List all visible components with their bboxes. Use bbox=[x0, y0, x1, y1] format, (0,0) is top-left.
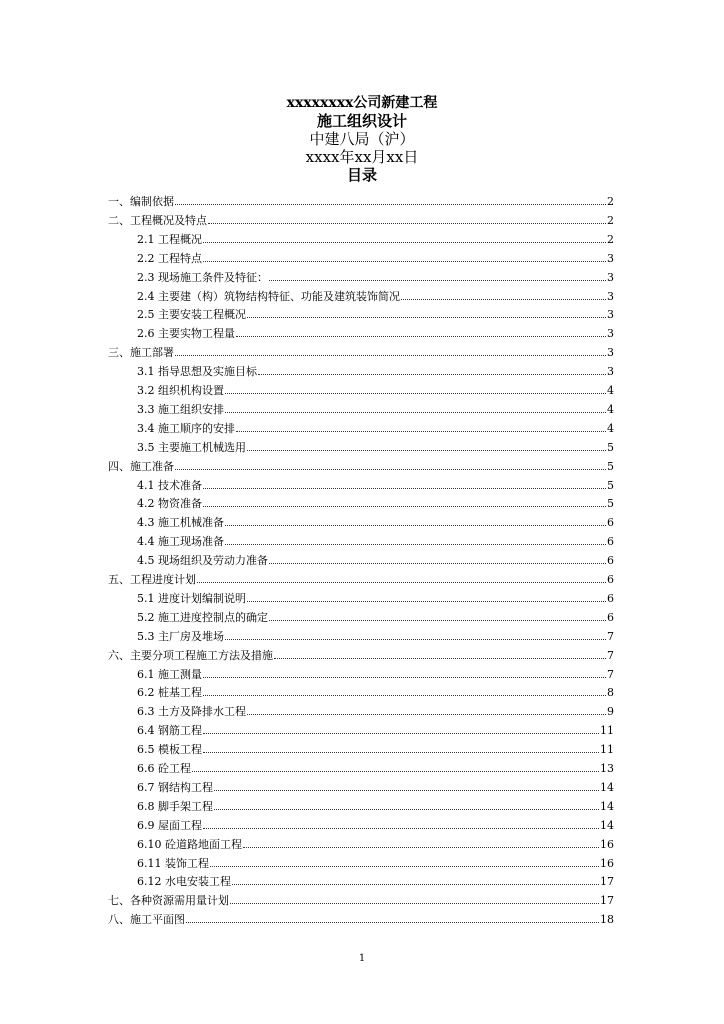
toc-entry-label: 2.2 工程特点 bbox=[137, 251, 202, 265]
toc-entry[interactable] bbox=[137, 852, 614, 870]
toc-dot-leader bbox=[203, 827, 599, 829]
toc-entry-label: 八、施工平面图 bbox=[108, 913, 185, 927]
toc-entry[interactable] bbox=[137, 266, 614, 284]
toc-entry[interactable] bbox=[137, 530, 614, 548]
toc-entry-page: 17 bbox=[600, 875, 614, 889]
toc-entry-page: 3 bbox=[607, 327, 614, 341]
toc-entry-label: 3.3 施工组织安排 bbox=[137, 402, 224, 416]
toc-entry[interactable] bbox=[137, 700, 614, 718]
toc-entry-label: 6.12 水电安装工程 bbox=[137, 875, 231, 889]
toc-entry-page: 5 bbox=[607, 478, 614, 492]
toc-entry-label: 6.1 施工测量 bbox=[137, 667, 202, 681]
toc-dot-leader bbox=[401, 298, 606, 300]
toc-entry-page: 6 bbox=[607, 535, 614, 549]
toc-entry-label: 6.10 砼道路地面工程 bbox=[137, 837, 242, 851]
toc-entry-label: 3.4 施工顺序的安排 bbox=[137, 421, 235, 435]
toc-dot-leader bbox=[230, 902, 599, 904]
toc-entry[interactable] bbox=[137, 549, 614, 567]
toc-entry-page: 6 bbox=[607, 573, 614, 586]
toc-heading: 目录 bbox=[346, 165, 377, 184]
toc-entry-label: 4.2 物资准备 bbox=[137, 497, 202, 511]
toc-entry[interactable] bbox=[137, 587, 614, 605]
toc-entry[interactable] bbox=[137, 663, 614, 681]
toc-entry-page: 14 bbox=[600, 799, 614, 813]
toc-entry-label: 5.2 施工进度控制点的确定 bbox=[137, 610, 268, 624]
toc-entry-label: 2.1 工程概况 bbox=[137, 232, 202, 246]
toc-entry-page: 2 bbox=[607, 195, 614, 208]
toc-entry[interactable] bbox=[137, 322, 614, 340]
toc-dot-leader bbox=[203, 241, 606, 243]
toc-entry-page: 14 bbox=[600, 818, 614, 832]
toc-entry[interactable] bbox=[137, 757, 614, 775]
toc-dot-leader bbox=[208, 222, 606, 224]
toc-entry-page: 2 bbox=[607, 232, 614, 246]
toc-dot-leader bbox=[225, 411, 606, 413]
toc-entry[interactable] bbox=[108, 568, 614, 586]
toc-entry-page: 2 bbox=[607, 213, 614, 227]
toc-entry-label: 6.2 桩基工程 bbox=[137, 686, 202, 700]
toc-entry[interactable] bbox=[137, 474, 614, 492]
toc-dot-leader bbox=[214, 789, 599, 791]
toc-dot-leader bbox=[258, 373, 606, 375]
toc-entry-page: 11 bbox=[600, 724, 614, 738]
toc-dot-leader bbox=[197, 581, 606, 583]
page-number: 1 bbox=[358, 953, 366, 964]
toc-entry[interactable] bbox=[137, 814, 614, 832]
toc-entry[interactable] bbox=[108, 455, 614, 473]
toc-entry-label: 2.6 主要实物工程量 bbox=[137, 327, 235, 341]
toc-entry-page: 7 bbox=[607, 648, 614, 662]
toc-entry-label: 3.1 指导思想及实施目标 bbox=[137, 365, 257, 379]
toc-entry[interactable] bbox=[108, 889, 614, 907]
toc-dot-leader bbox=[247, 713, 606, 715]
toc-dot-leader bbox=[236, 430, 606, 432]
toc-dot-leader bbox=[274, 657, 606, 659]
toc-entry-label: 一、编制依据 bbox=[108, 195, 174, 208]
toc-entry[interactable] bbox=[137, 436, 614, 454]
toc-entry-page: 3 bbox=[607, 308, 614, 322]
document-date: xxxx年xx月xx日 bbox=[305, 147, 419, 166]
toc-entry-page: 16 bbox=[600, 856, 614, 870]
toc-entry[interactable] bbox=[108, 341, 614, 359]
toc-dot-leader bbox=[175, 354, 606, 356]
toc-entry-page: 3 bbox=[607, 270, 614, 284]
toc-entry[interactable] bbox=[137, 228, 614, 246]
toc-entry-label: 6.5 模板工程 bbox=[137, 743, 202, 757]
toc-dot-leader bbox=[232, 883, 599, 885]
toc-entry-page: 5 bbox=[607, 440, 614, 454]
toc-entry-label: 2.3 现场施工条件及特征： bbox=[137, 270, 268, 284]
toc-entry-label: 3.5 主要施工机械选用 bbox=[137, 440, 246, 454]
toc-entry-page: 6 bbox=[607, 516, 614, 530]
toc-entry-label: 三、施工部署 bbox=[108, 346, 174, 360]
toc-dot-leader bbox=[203, 732, 599, 734]
toc-dot-leader bbox=[247, 449, 606, 451]
toc-dot-leader bbox=[225, 392, 606, 394]
toc-dot-leader bbox=[269, 279, 606, 281]
toc-entry-label: 5.1 进度计划编制说明 bbox=[137, 591, 246, 605]
toc-entry-label: 4.1 技术准备 bbox=[137, 478, 202, 492]
toc-entry-label: 4.3 施工机械准备 bbox=[137, 516, 224, 530]
toc-dot-leader bbox=[210, 865, 599, 867]
toc-entry-label: 6.8 脚手架工程 bbox=[137, 799, 213, 813]
toc-entry[interactable] bbox=[137, 247, 614, 265]
toc-entry[interactable] bbox=[137, 833, 614, 851]
toc-entry-page: 5 bbox=[607, 459, 614, 473]
toc-entry[interactable] bbox=[137, 606, 614, 624]
toc-entry[interactable] bbox=[137, 398, 614, 416]
toc-dot-leader bbox=[247, 600, 606, 602]
toc-entry-label: 6.4 钢筋工程 bbox=[137, 724, 202, 738]
toc-entry-page: 5 bbox=[607, 497, 614, 511]
toc-entry-page: 18 bbox=[600, 913, 614, 927]
toc-entry-page: 9 bbox=[607, 705, 614, 719]
toc-entry-page: 13 bbox=[600, 762, 614, 775]
document-header bbox=[0, 95, 724, 184]
toc-dot-leader bbox=[192, 770, 599, 772]
toc-entry-label: 4.5 现场组织及劳动力准备 bbox=[137, 554, 268, 568]
toc-dot-leader bbox=[203, 260, 606, 262]
toc-entry-label: 6.6 砼工程 bbox=[137, 762, 191, 775]
toc-entry-label: 4.4 施工现场准备 bbox=[137, 535, 224, 549]
toc-dot-leader bbox=[175, 203, 606, 205]
toc-entry[interactable] bbox=[137, 511, 614, 529]
toc-entry-label: 2.5 主要安装工程概况 bbox=[137, 308, 246, 322]
toc-dot-leader bbox=[175, 468, 606, 470]
toc-entry[interactable] bbox=[137, 625, 614, 643]
toc-entry[interactable] bbox=[137, 776, 614, 794]
toc-entry-label: 6.9 屋面工程 bbox=[137, 818, 202, 832]
toc-dot-leader bbox=[203, 487, 606, 489]
toc-entry[interactable] bbox=[137, 417, 614, 435]
toc-entry-page: 7 bbox=[607, 629, 614, 643]
toc-entry[interactable] bbox=[137, 379, 614, 397]
toc-entry[interactable] bbox=[137, 285, 614, 303]
toc-dot-leader bbox=[269, 562, 606, 564]
toc-entry[interactable] bbox=[108, 190, 614, 208]
toc-dot-leader bbox=[225, 524, 606, 526]
toc-entry[interactable] bbox=[137, 360, 614, 378]
toc-entry[interactable] bbox=[137, 738, 614, 756]
toc-entry-label: 七、各种资源需用量计划 bbox=[108, 894, 229, 908]
toc-entry-page: 6 bbox=[607, 610, 614, 624]
toc-entry[interactable] bbox=[137, 681, 614, 699]
toc-entry[interactable] bbox=[137, 795, 614, 813]
toc-entry-label: 二、工程概况及特点 bbox=[108, 213, 207, 227]
toc-dot-leader bbox=[225, 543, 606, 545]
toc-dot-leader bbox=[186, 921, 599, 923]
company-name: 中建八局（沪） bbox=[309, 129, 415, 148]
toc-entry-label: 六、主要分项工程施工方法及措施 bbox=[108, 648, 273, 662]
toc-dot-leader bbox=[203, 694, 606, 696]
toc-dot-leader bbox=[214, 808, 599, 810]
toc-dot-leader bbox=[225, 638, 606, 640]
toc-entry-label: 6.7 钢结构工程 bbox=[137, 780, 213, 794]
toc-dot-leader bbox=[236, 335, 606, 337]
toc-entry[interactable] bbox=[137, 303, 614, 321]
toc-entry[interactable] bbox=[108, 908, 614, 926]
toc-entry[interactable] bbox=[137, 719, 614, 737]
toc-dot-leader bbox=[243, 846, 599, 848]
toc-dot-leader bbox=[203, 505, 606, 507]
toc-entry-page: 3 bbox=[607, 251, 614, 265]
toc-entry-page: 6 bbox=[607, 554, 614, 568]
toc-entry-label: 五、工程进度计划 bbox=[108, 573, 196, 586]
toc-entry-label: 5.3 主厂房及堆场 bbox=[137, 629, 224, 643]
toc-entry-page: 3 bbox=[607, 365, 614, 379]
toc-entry-label: 3.2 组织机构设置 bbox=[137, 384, 224, 397]
toc-entry[interactable] bbox=[137, 492, 614, 510]
toc-entry-label: 6.3 土方及降排水工程 bbox=[137, 705, 246, 719]
toc-entry-page: 14 bbox=[600, 780, 614, 794]
project-title: xxxxxxxx公司新建工程 bbox=[286, 95, 438, 111]
toc-entry-label: 四、施工准备 bbox=[108, 459, 174, 473]
toc-dot-leader bbox=[247, 316, 606, 318]
toc-entry-page: 4 bbox=[607, 402, 614, 416]
toc-entry-page: 8 bbox=[607, 686, 614, 700]
toc-entry[interactable] bbox=[137, 870, 614, 888]
toc-entry-label: 6.11 装饰工程 bbox=[137, 856, 209, 870]
toc-entry-page: 11 bbox=[600, 743, 614, 757]
toc-entry[interactable] bbox=[108, 209, 614, 227]
toc-entry-page: 3 bbox=[607, 346, 614, 360]
toc-dot-leader bbox=[203, 676, 606, 678]
toc-entry[interactable] bbox=[108, 644, 614, 662]
toc-entry-page: 3 bbox=[607, 289, 614, 303]
toc-entry-page: 4 bbox=[607, 384, 614, 397]
toc-dot-leader bbox=[203, 751, 599, 753]
document-title: 施工组织设计 bbox=[316, 111, 407, 130]
toc-entry-page: 4 bbox=[607, 421, 614, 435]
toc-entry-page: 7 bbox=[607, 667, 614, 681]
toc-dot-leader bbox=[269, 619, 606, 621]
toc-entry-label: 2.4 主要建（构）筑物结构特征、功能及建筑装饰简况 bbox=[137, 289, 400, 303]
toc-entry-page: 17 bbox=[600, 894, 614, 908]
toc-entry-page: 16 bbox=[600, 837, 614, 851]
toc-entry-page: 6 bbox=[607, 591, 614, 605]
